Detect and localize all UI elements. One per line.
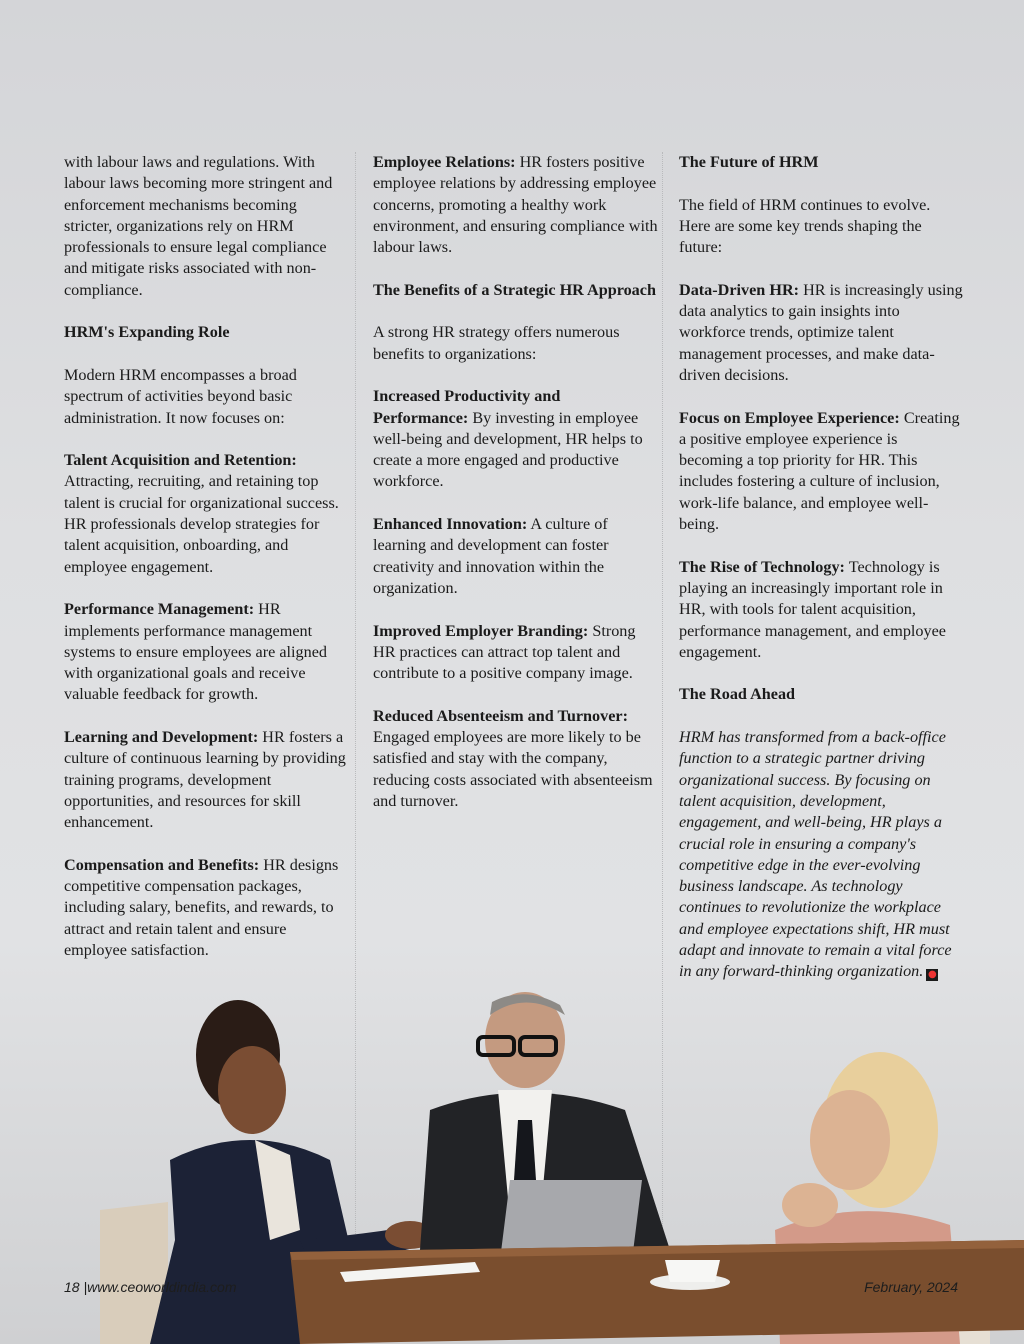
item-label: Compensation and Benefits:: [64, 855, 260, 874]
item-talent-acquisition: [64, 450, 349, 578]
item-label: Reduced Absenteeism and Turnover:: [373, 706, 628, 725]
item-text: HR implements performance management systems to ensure employees are aligned with organizational goals and receive valuable feedback for growth.: [64, 600, 327, 704]
item-text: Attracting, recruiting, and retaining top talent is crucial for organizational success. HR professionals develop strategies for talent acquisition, onboarding, and employee engagement.: [64, 472, 339, 576]
conclusion-text: HRM has transformed from a back-office function to a strategic partner driving organizational success. By focusing on talent acquisition, development, engagement, and well-being, HR plays a crucial role in ensuring a company's competitive edge in the ever-evolving business landscape. As technology continues to revolutionize the workplace and employee expectations shift, HR must adapt and innovate to remain a vital force in any forward-thinking organization.: [679, 728, 952, 981]
item-text: HR is increasingly using data analytics to gain insights into workforce trends, optimize talent management processes, and make data-driven decisions.: [679, 280, 963, 384]
item-text: A culture of learning and development can foster creativity and innovation within the organization.: [373, 515, 609, 597]
item-label: Data-Driven HR:: [679, 280, 800, 299]
item-employee-relations: [373, 152, 658, 258]
item-label: The Rise of Technology:: [679, 557, 845, 576]
item-text: HR designs competitive compensation packages, including salary, benefits, and rewards, to attract and retain talent and ensure employee satisfaction.: [64, 855, 339, 959]
item-technology: [679, 557, 964, 663]
item-employee-experience: [679, 408, 964, 536]
item-text: Creating a positive employee experience is becoming a top priority for HR. This includes fostering a culture of inclusion, work-life balance, and employee well-being.: [679, 408, 960, 534]
paragraph-legal-compliance: with labour laws and regulations. With labour laws becoming more stringent and enforcement mechanisms becoming stricter, organizations rely on HRM professionals to ensure legal compliance and mitigate risks associated with non-compliance.: [64, 153, 333, 299]
item-absenteeism: [373, 706, 658, 812]
paragraph-field: The field of HRM continues to evolve. Here are some key trends shaping the future:: [679, 195, 931, 257]
item-label: Increased Productivity and Performance:: [373, 387, 561, 427]
column-left: [64, 152, 349, 983]
item-label: Performance Management:: [64, 600, 255, 619]
item-employer-branding: [373, 621, 658, 685]
item-label: Learning and Development:: [64, 728, 259, 747]
column-middle: [373, 152, 658, 834]
heading-expanding-role: HRM's Expanding Role: [64, 323, 230, 342]
item-text: By investing in employee well-being and development, HR helps to create a more engaged and productive workforce.: [373, 408, 643, 491]
paragraph-modern-hrm: Modern HRM encompasses a broad spectrum of activities beyond basic administration. It now focuses on:: [64, 365, 297, 427]
item-learning-development: [64, 727, 349, 833]
item-text: Strong HR practices can attract top talent and contribute to a positive company image.: [373, 621, 636, 683]
item-performance-management: [64, 599, 349, 705]
item-label: Employee Relations:: [373, 153, 516, 171]
item-label: Enhanced Innovation:: [373, 515, 528, 534]
coffee-cup: [665, 1260, 720, 1282]
item-innovation: [373, 514, 658, 599]
item-label: Focus on Employee Experience:: [679, 408, 900, 427]
publication-logo-icon: ●: [927, 969, 937, 981]
heading-road-ahead: The Road Ahead: [679, 685, 796, 704]
item-label: Improved Employer Branding:: [373, 621, 589, 640]
item-text: HR fosters a culture of continuous learning by providing training programs, development opportunities, and resources for skill enhancement.: [64, 728, 346, 832]
item-productivity: [373, 386, 658, 492]
item-text: HR fosters positive employee relations by addressing employee concerns, promoting a healthy work environment, and ensuring compliance with labour laws.: [373, 153, 658, 257]
item-compensation-benefits: [64, 855, 349, 961]
column-right: [679, 152, 964, 1004]
item-text: Engaged employees are more likely to be satisfied and stay with the company, reducing costs associated with absenteeism and turnover.: [373, 728, 653, 810]
item-label: Talent Acquisition and Retention:: [64, 451, 297, 470]
item-text: Technology is playing an increasingly important role in HR, with tools for talent acquisition, performance management, and employee engagement.: [679, 557, 946, 661]
footer-page-url: 18 |www.ceoworldindia.com: [64, 1279, 237, 1295]
paragraph-strategy: A strong HR strategy offers numerous benefits to organizations:: [373, 323, 620, 363]
paragraph-road-ahead: [679, 727, 964, 983]
heading-benefits: The Benefits of a Strategic HR Approach: [373, 280, 656, 299]
footer-date: February, 2024: [864, 1279, 958, 1295]
item-data-driven: [679, 280, 964, 386]
heading-future: The Future of HRM: [679, 153, 819, 171]
